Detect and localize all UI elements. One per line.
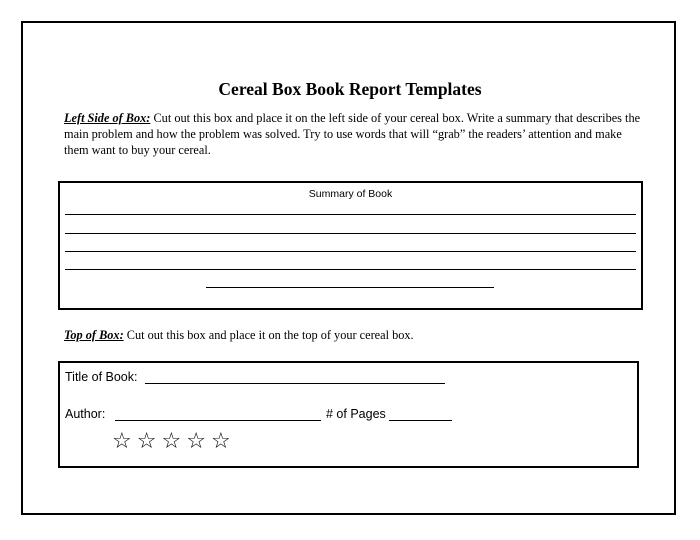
star-rating[interactable] [112, 428, 236, 454]
pages-label: # of Pages [326, 407, 386, 421]
left-side-instructions [64, 111, 644, 158]
top-side-text: Cut out this box and place it on the top of your cereal box. [123, 328, 414, 342]
left-side-lead: Left Side of Box: [64, 111, 151, 125]
summary-line-5[interactable] [206, 287, 494, 288]
top-side-instructions [64, 328, 644, 344]
star-icon[interactable]: ☆ [186, 428, 211, 453]
title-label: Title of Book: [65, 370, 138, 384]
star-icon[interactable]: ☆ [161, 428, 187, 453]
document-title: Cereal Box Book Report Templates [218, 79, 482, 99]
author-label: Author: [65, 407, 106, 421]
left-side-text: Cut out this box and place it on the left side of your cereal box. Write a summary that describes the main problem and how the problem was solved. Try to use words that will “grab” the readers’ attention and make them want to buy your cereal. [64, 111, 641, 157]
summary-box [58, 181, 643, 310]
star-icon[interactable]: ☆ [136, 428, 162, 453]
summary-line-1[interactable] [65, 214, 636, 215]
summary-line-4[interactable] [65, 269, 636, 270]
star-icon[interactable]: ☆ [112, 428, 137, 453]
book-info-box [58, 361, 639, 468]
star-icon[interactable]: ☆ [210, 428, 236, 453]
summary-line-3[interactable] [65, 251, 636, 252]
title-blank[interactable] [145, 383, 445, 384]
summary-heading: Summary of Book [308, 188, 393, 200]
top-side-lead: Top of Box: [64, 328, 124, 342]
pages-blank[interactable] [389, 420, 452, 421]
summary-line-2[interactable] [65, 233, 636, 234]
author-blank[interactable] [115, 420, 321, 421]
